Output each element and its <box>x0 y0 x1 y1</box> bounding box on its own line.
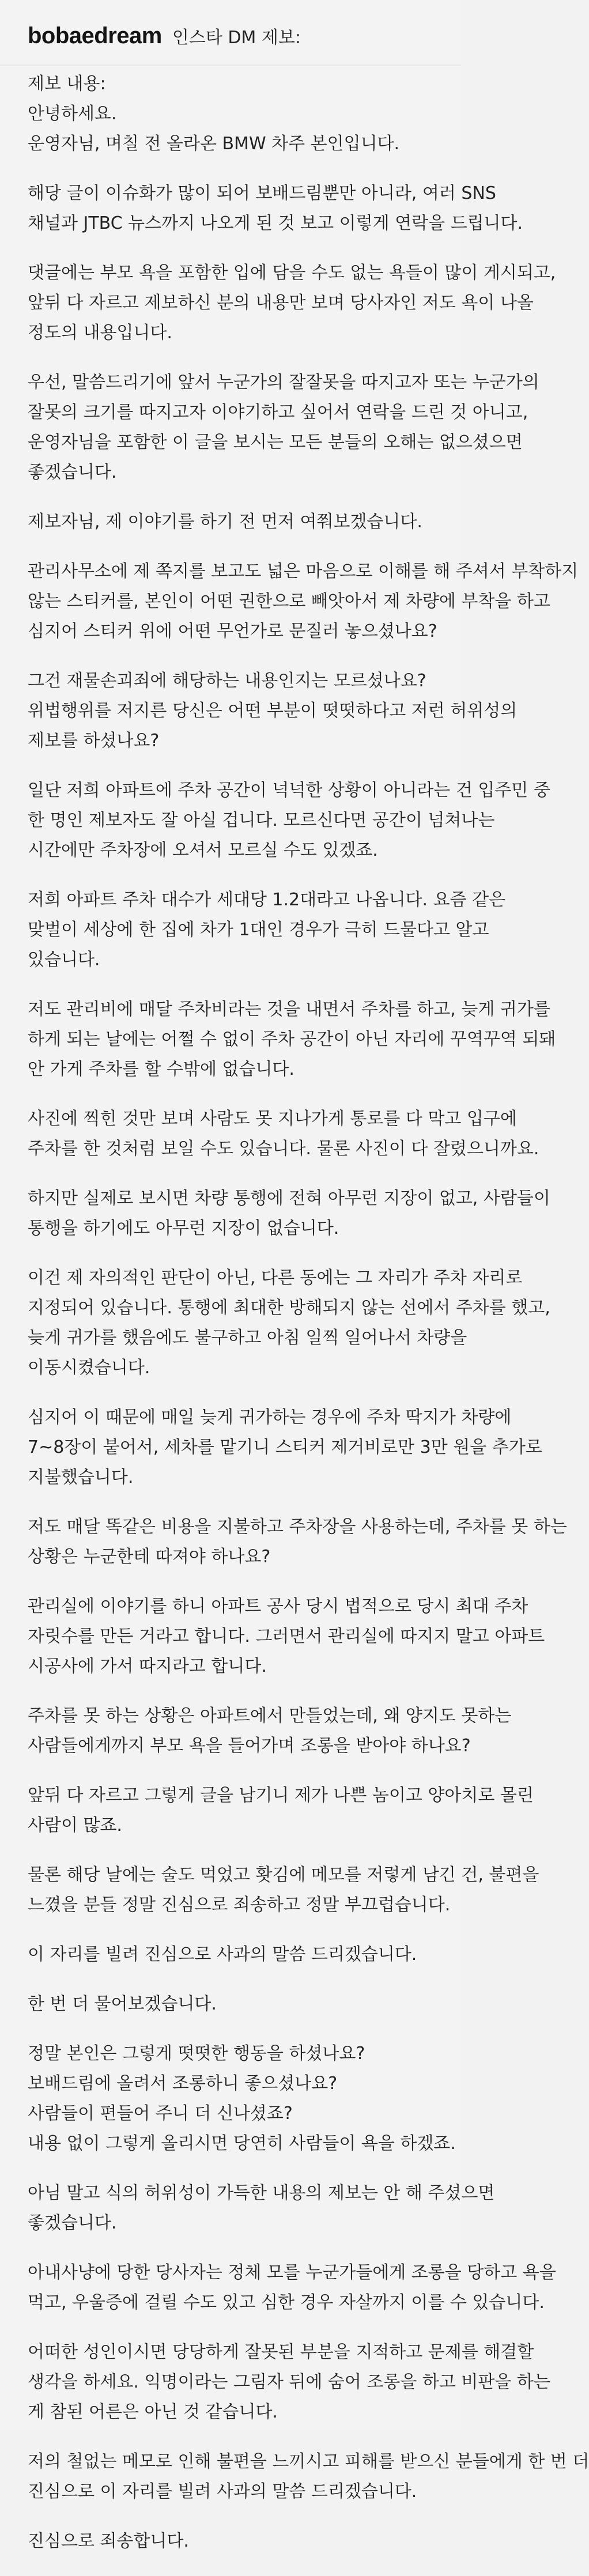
message-line: 안녕하세요. <box>28 104 117 124</box>
message-paragraph <box>28 1263 550 1383</box>
message-paragraph <box>28 1781 534 1841</box>
message-paragraph <box>28 69 443 159</box>
message-line: 주차를 한 것처럼 보일 수도 있습니다. 물론 사진이 다 잘렸으니까요. <box>28 1139 539 1159</box>
message-line: 채널과 JTBC 뉴스까지 나오게 된 것 보고 이렇게 연락을 드립니다. <box>28 213 523 233</box>
message-paragraph <box>28 2039 456 2159</box>
message-line: 우선, 말씀드리기에 앞서 누군가의 잘잘못을 따지고자 또는 누군가의 <box>28 372 539 392</box>
message-line: 그건 재물손괴죄에 해당하는 내용인지는 모르셨나요? <box>28 671 426 691</box>
message-line: 어떠한 성인이시면 당당하게 잘못된 부분을 지적하고 문제를 해결할 <box>28 2342 534 2362</box>
message-line: 좋겠습니다. <box>28 462 117 482</box>
message-line: 맞벌이 세상에 한 집에 차가 1대인 경우가 극히 드물다고 알고 <box>28 920 489 940</box>
message-line: 하게 되는 날에는 어쩔 수 없이 주차 공간이 아닌 자리에 꾸역꾸역 되돼 <box>28 1029 556 1049</box>
message-paragraph <box>28 2447 589 2507</box>
message-line: 이건 제 자의적인 판단이 아닌, 다른 동에는 그 자리가 주차 자리로 <box>28 1268 523 1288</box>
message-line: 정도의 내용입니다. <box>28 323 172 343</box>
message-line: 제보를 하셨나요? <box>28 731 160 751</box>
message-paragraph <box>28 2258 556 2318</box>
message-line: 한 번 더 물어보겠습니다. <box>28 1994 217 2014</box>
message-line: 사람들에게까지 부모 욕을 들어가며 조롱을 받아야 하나요? <box>28 1736 471 1756</box>
message-paragraph <box>28 1403 542 1493</box>
message-paragraph <box>28 1940 443 1970</box>
message-line: 자릿수를 만든 거라고 합니다. 그러면서 관리실에 따지지 말고 아파트 <box>28 1626 545 1646</box>
message-line: 생각을 하세요. 익명이라는 그림자 뒤에 숨어 조롱을 하고 비판을 하는 <box>28 2372 550 2392</box>
message-line: 사진에 찍힌 것만 보며 사람도 못 지나가게 통로를 다 막고 입구에 <box>28 1109 517 1129</box>
message-line: 정말 본인은 그렇게 떳떳한 행동을 하셨나요? <box>28 2044 365 2064</box>
message-line: 제보 내용: <box>28 74 106 94</box>
message-line: 앞뒤 다 자르고 그렇게 글을 남기니 제가 나쁜 놈이고 양아치로 몰린 <box>28 1785 534 1806</box>
post-header <box>28 23 301 49</box>
message-paragraph <box>28 995 556 1085</box>
message-line: 해당 글이 이슈화가 많이 되어 보배드림뿐만 아니라, 여러 SNS <box>28 183 496 203</box>
message-line: 운영자님, 며칠 전 올라온 BMW 차주 본인입니다. <box>28 134 400 154</box>
message-line: 앞뒤 다 자르고 제보하신 분의 내용만 보며 당사자인 저도 욕이 나올 <box>28 293 534 313</box>
message-paragraph <box>28 507 443 537</box>
message-line: 시공사에 가서 따지라고 합니다. <box>28 1656 267 1676</box>
message-line: 위법행위를 저지른 당신은 어떤 부분이 떳떳하다고 저런 허위성의 <box>28 701 518 721</box>
message-line: 일단 저희 아파트에 주차 공간이 넉넉한 상황이 아니라는 건 입주민 중 <box>28 780 550 800</box>
message-line: 아내사냥에 당한 당사자는 정체 모를 누군가들에게 조롱을 당하고 욕을 <box>28 2263 556 2283</box>
message-line: 늦게 귀가를 했음에도 불구하고 아침 일찍 일어나서 차량을 <box>28 1328 467 1348</box>
message-line: 먹고, 우울증에 걸릴 수도 있고 심한 경우 자살까지 이를 수 있습니다. <box>28 2292 545 2313</box>
message-line: 주차를 못 하는 상황은 아파트에서 만들었는데, 왜 양지도 못하는 <box>28 1706 512 1726</box>
message-line: 내용 없이 그렇게 올리시면 당연히 사람들이 욕을 하겠죠. <box>28 2133 456 2154</box>
username[interactable]: bobaedream <box>28 23 162 48</box>
message-line: 저도 매달 똑같은 비용을 지불하고 주차장을 사용하는데, 주차를 못 하는 <box>28 1517 567 1537</box>
message-line: 이동시켰습니다. <box>28 1358 150 1378</box>
message-paragraph <box>28 1860 539 1920</box>
message-paragraph <box>28 368 539 488</box>
message-paragraph <box>28 1592 545 1682</box>
message-line: 상황은 누군한테 따져야 하나요? <box>28 1547 271 1567</box>
message-line: 제보자님, 제 이야기를 하기 전 먼저 여쭤보겠습니다. <box>28 512 422 532</box>
message-line: 저희 아파트 주차 대수가 세대당 1.2대라고 나옵니다. 요즘 같은 <box>28 890 506 910</box>
message-paragraph <box>28 1104 539 1164</box>
message-line: 시간에만 주차장에 오셔서 모르실 수도 있겠죠. <box>28 840 378 860</box>
message-line: 이 자리를 빌려 진심으로 사과의 말씀 드리겠습니다. <box>28 1944 417 1965</box>
message-line: 물론 해당 날에는 술도 먹었고 홧김에 메모를 저렇게 남긴 건, 불편을 <box>28 1865 539 1885</box>
message-paragraph <box>28 557 579 647</box>
message-line: 않는 스티커를, 본인이 어떤 권한으로 빼앗아서 제 차량에 부착을 하고 <box>28 591 550 611</box>
message-line: 저의 철없는 메모로 인해 불편을 느끼시고 피해를 받으신 분들에게 한 번 더 <box>28 2452 589 2472</box>
message-line: 진심으로 죄송합니다. <box>28 2531 189 2551</box>
message-paragraph <box>28 2178 495 2238</box>
message-line: 관리사무소에 제 쪽지를 보고도 넓은 마음으로 이해를 해 주셔서 부착하지 <box>28 561 579 581</box>
message-line: 하지만 실제로 보시면 차량 통행에 전혀 아무런 지장이 없고, 사람들이 <box>28 1188 550 1208</box>
message-line: 댓글에는 부모 욕을 포함한 입에 담을 수도 없는 욕들이 많이 게시되고, <box>28 263 556 283</box>
message-line: 관리실에 이야기를 하니 아파트 공사 당시 법적으로 당시 최대 주차 <box>28 1596 528 1616</box>
message-line: 통행을 하기에도 아무런 지장이 없습니다. <box>28 1218 339 1238</box>
message-line: 한 명인 제보자도 잘 아실 겁니다. 모르신다면 공간이 넘쳐나는 <box>28 810 495 830</box>
message-line: 심지어 스티커 위에 어떤 무언가로 문질러 놓으셨나요? <box>28 621 437 641</box>
message-line: 지불했습니다. <box>28 1467 134 1487</box>
message-paragraph <box>28 2337 550 2427</box>
message-line: 사람이 많죠. <box>28 1815 122 1835</box>
message-paragraph <box>28 2526 443 2556</box>
message-paragraph <box>28 666 518 756</box>
message-line: 게 참된 어른은 아닌 것 같습니다. <box>28 2402 278 2422</box>
separator <box>0 65 461 66</box>
message-paragraph <box>28 179 523 239</box>
message-paragraph <box>28 258 556 348</box>
message-line: 아님 말고 식의 허위성이 가득한 내용의 제보는 안 해 주셨으면 <box>28 2183 495 2203</box>
message-line: 느꼈을 분들 정말 진심으로 죄송하고 정말 부끄럽습니다. <box>28 1895 451 1915</box>
message-line: 안 가게 주차를 할 수밖에 없습니다. <box>28 1059 294 1079</box>
message-line: 운영자님을 포함한 이 글을 보시는 모든 분들의 오해는 없으셨으면 <box>28 432 523 452</box>
tip-message-body <box>28 69 589 2576</box>
message-line: 잘못의 크기를 따지고자 이야기하고 싶어서 연락을 드린 것 아니고, <box>28 402 528 422</box>
message-line: 있습니다. <box>28 950 100 970</box>
message-paragraph <box>28 776 550 866</box>
post-subtitle: 인스타 DM 제보: <box>172 28 301 48</box>
message-line: 심지어 이 때문에 매일 늦게 귀가하는 경우에 주차 딱지가 차량에 <box>28 1407 512 1427</box>
message-line: 좋겠습니다. <box>28 2213 117 2233</box>
message-paragraph <box>28 1989 443 2019</box>
message-paragraph <box>28 1184 550 1244</box>
message-paragraph <box>28 1701 512 1761</box>
message-line: 7~8장이 붙어서, 세차를 맡기니 스티커 제거비로만 3만 원을 추가로 <box>28 1437 542 1457</box>
message-paragraph <box>28 1512 567 1572</box>
message-paragraph <box>28 885 506 975</box>
message-line: 지정되어 있습니다. 통행에 최대한 방해되지 않는 선에서 주차를 했고, <box>28 1298 550 1318</box>
message-line: 진심으로 이 자리를 빌려 사과의 말씀 드리겠습니다. <box>28 2481 417 2502</box>
message-line: 저도 관리비에 매달 주차비라는 것을 내면서 주차를 하고, 늦게 귀가를 <box>28 999 550 1019</box>
message-line: 사람들이 편들어 주니 더 신나셨죠? <box>28 2103 293 2124</box>
message-line: 보배드림에 올려서 조롱하니 좋으셨나요? <box>28 2073 338 2094</box>
